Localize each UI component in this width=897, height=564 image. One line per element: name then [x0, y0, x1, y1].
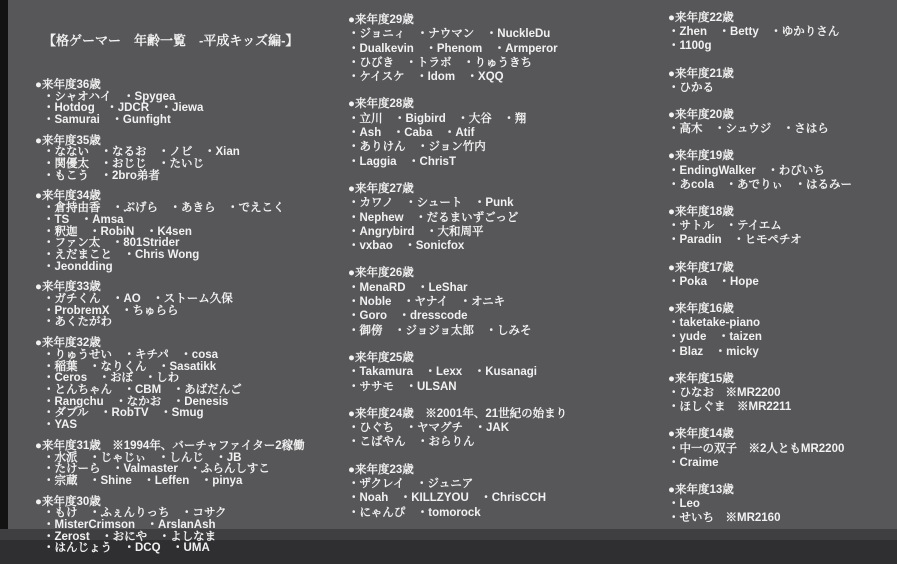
player-line: ・高木 ・シュウジ ・さはら: [668, 123, 829, 136]
player-line: ・もけ ・ふぇんりっち ・コサク: [43, 507, 227, 520]
age-group: [35, 495, 305, 556]
age-group-heading: ●来年度13歳: [668, 484, 734, 497]
age-group-heading: ●来年度35歳: [35, 134, 101, 147]
player-line: ・立川 ・Bigbird ・大谷 ・翔: [348, 112, 527, 125]
player-line: ・Laggia ・ChrisT: [348, 155, 456, 168]
age-group-heading: ●来年度33歳: [35, 281, 101, 294]
column-ages-36-30: [35, 11, 305, 564]
player-line: ・MenaRD ・LeShar: [348, 281, 468, 294]
player-line: ・taketake-piano: [668, 317, 761, 330]
age-group-heading: ●来年度25歳: [348, 351, 414, 364]
age-group: [668, 302, 852, 359]
age-group: [668, 427, 852, 470]
age-group: [668, 149, 852, 192]
player-line: ・宗蔵 ・Shine ・Leffen ・pinya: [43, 474, 243, 487]
age-group: [668, 11, 852, 54]
age-group-heading: ●来年度29歳: [348, 14, 414, 26]
player-line: ・Poka ・Hope: [668, 275, 759, 288]
player-line: ・ダブル ・RobTV ・Smug: [43, 407, 204, 420]
player-line: ・ファン太 ・801Strider: [43, 237, 180, 250]
age-group: [35, 190, 305, 273]
age-group-heading: ●来年度18歳: [668, 206, 734, 219]
player-line: ・ProbremX ・ちゅらら: [43, 304, 179, 317]
player-line: ・Samurai ・Gunfight: [43, 113, 171, 126]
age-group: [348, 407, 567, 450]
age-group: [35, 134, 305, 183]
player-line: ・ひなお ※MR2200: [668, 387, 781, 400]
player-line: ・ひかる: [668, 81, 714, 94]
player-line: ・1100g: [668, 40, 712, 53]
left-edge-strip: [0, 0, 8, 540]
player-line: ・御傍 ・ジョジョ太郎 ・しみそ: [348, 324, 532, 337]
player-line: ・とんちゃん ・CBM ・あばだんご: [43, 383, 242, 396]
player-line: ・えだまこと ・Chris Wong: [43, 248, 200, 261]
age-group-heading: ●来年度26歳: [348, 267, 414, 280]
age-group: [35, 439, 305, 488]
player-line: ・釈迦 ・RobiN ・K4sen: [43, 225, 192, 238]
age-group-heading: ●来年度15歳: [668, 372, 734, 385]
player-line: ・YAS: [43, 419, 78, 432]
player-line: ・Noah ・KILLZYOU ・ChrisCCH: [348, 492, 547, 505]
age-group: [668, 108, 852, 136]
player-line: ・EndingWalker ・わびいち: [668, 164, 825, 177]
age-group: [348, 182, 567, 253]
player-line: ・あcola ・あでりぃ ・はるみー: [668, 178, 853, 191]
player-line: ・サトル ・テイエム: [668, 220, 782, 233]
age-group-heading: ●来年度21歳: [668, 67, 734, 80]
player-line: ・せいち ※MR2160: [668, 512, 781, 525]
player-line: ・はんじょう ・DCQ ・UMA: [43, 542, 210, 555]
age-group: [348, 13, 567, 84]
player-line: ・TS ・Amsa: [43, 213, 124, 226]
player-line: ・Blaz ・micky: [668, 345, 759, 358]
player-line: ・ほしぐま ※MR2211: [668, 401, 792, 414]
player-line: ・ササモ ・ULSAN: [348, 380, 457, 393]
player-line: ・Zhen ・Betty ・ゆかりさん: [668, 26, 840, 39]
player-line: ・Angrybird ・大和周平: [348, 225, 484, 238]
age-group-heading: ●来年度16歳: [668, 303, 734, 316]
player-line: ・MisterCrimson ・ArslanAsh: [43, 519, 216, 532]
player-line: ・Dualkevin ・Phenom ・Armperor: [348, 42, 558, 55]
age-group-heading: ●来年度28歳: [348, 98, 414, 111]
age-group-heading: ●来年度31歳 ※1994年、バーチャファイター2稼働: [35, 439, 305, 452]
player-line: ・yude ・taizen: [668, 331, 762, 344]
age-group: [35, 281, 305, 329]
player-line: ・こばやん ・おらりん: [348, 436, 475, 449]
player-line: ・vxbao ・Sonicfox: [348, 240, 465, 253]
age-group: [348, 463, 567, 520]
player-line: ・ひぐち ・ヤマグチ ・JAK: [348, 422, 510, 435]
player-line: ・あくたがわ: [43, 316, 112, 329]
age-group: [668, 67, 852, 95]
player-line: ・ジョニィ ・ナウマン ・NuckleDu: [348, 28, 551, 41]
age-group-heading: ●来年度23歳: [348, 463, 414, 476]
player-line: ・関優太 ・おじじ ・たいじ: [43, 158, 204, 171]
column-ages-29-23: [348, 13, 567, 533]
age-group-heading: ●来年度19歳: [668, 150, 734, 163]
player-line: ・水派 ・じゃじぃ ・しんじ ・JB: [43, 451, 242, 464]
age-group: [668, 483, 852, 526]
player-line: ・ザクレイ ・ジュニア: [348, 478, 474, 491]
player-line: ・カワノ ・シュート ・Punk: [348, 197, 514, 210]
player-line: ・Goro ・dresscode: [348, 310, 468, 323]
player-line: ・ありけん ・ジョン竹内: [348, 141, 486, 154]
player-line: ・もこう ・2bro弟者: [43, 169, 160, 182]
age-group-heading: ●来年度30歳: [35, 495, 101, 508]
age-group-heading: ●来年度22歳: [668, 12, 734, 24]
player-line: ・Zerost ・おにや ・よしなま: [43, 530, 217, 543]
age-group-heading: ●来年度17歳: [668, 261, 734, 274]
age-group: [668, 261, 852, 289]
player-line: ・Takamura ・Lexx ・Kusanagi: [348, 366, 537, 379]
age-group-heading: ●来年度32歳: [35, 337, 101, 350]
player-line: ・ひびき ・トラボ ・りゅうきち: [348, 56, 532, 69]
age-group: [35, 78, 305, 127]
age-group-heading: ●来年度24歳 ※2001年、21世紀の始まり: [348, 407, 568, 420]
column-ages-22-13: [668, 11, 852, 539]
player-line: ・Hotdog ・JDCR ・Jiewa: [43, 102, 204, 115]
player-line: ・稲葉 ・なりくん ・Sasatikk: [43, 360, 217, 373]
player-line: ・ガチくん ・AO ・ストーム久保: [43, 293, 233, 306]
player-line: ・Ceros ・おぼ ・しわ: [43, 372, 180, 385]
age-group: [348, 351, 567, 394]
age-group: [348, 97, 567, 168]
age-group: [35, 337, 305, 432]
player-line: ・中一の双子 ※2人ともMR2200: [668, 442, 845, 455]
player-line: ・Paradin ・ヒモペチオ: [668, 234, 802, 247]
player-line: ・にゃんぴ ・tomorock: [348, 506, 481, 519]
player-line: ・Noble ・ヤナイ ・オニキ: [348, 296, 506, 309]
age-group-heading: ●来年度14歳: [668, 428, 734, 441]
age-group-heading: ●来年度20歳: [668, 109, 734, 122]
player-line: ・ケイスケ ・Idom ・XQQ: [348, 71, 504, 84]
player-line: ・Leo: [668, 498, 700, 511]
player-line: ・倉持由香 ・ぶげら ・あきら ・でえこく: [43, 202, 285, 215]
page-title: 【格ゲーマー 年齢一覧 -平成キッズ編-】: [43, 33, 299, 49]
player-line: ・Ash ・Caba ・Atif: [348, 127, 475, 140]
age-group-heading: ●来年度36歳: [35, 78, 101, 91]
player-line: ・Craime: [668, 456, 719, 469]
player-line: ・Rangchu ・なかお ・Denesis: [43, 395, 229, 408]
player-line: ・Nephew ・だるまいずごっど: [348, 211, 519, 224]
player-line: ・Jeondding: [43, 260, 113, 273]
age-group: [668, 372, 852, 415]
player-line: ・なない ・なるお ・ノビ ・Xian: [43, 146, 240, 159]
age-group: [668, 205, 852, 248]
player-line: ・りゅうせい ・キチパ ・cosa: [43, 348, 219, 361]
age-group: [348, 266, 567, 337]
age-group-heading: ●来年度34歳: [35, 190, 101, 203]
player-line: ・たけーら ・Valmaster ・ふらんしすこ: [43, 463, 270, 476]
player-line: ・シャオハイ ・Spygea: [43, 90, 176, 103]
age-group-heading: ●来年度27歳: [348, 182, 414, 195]
